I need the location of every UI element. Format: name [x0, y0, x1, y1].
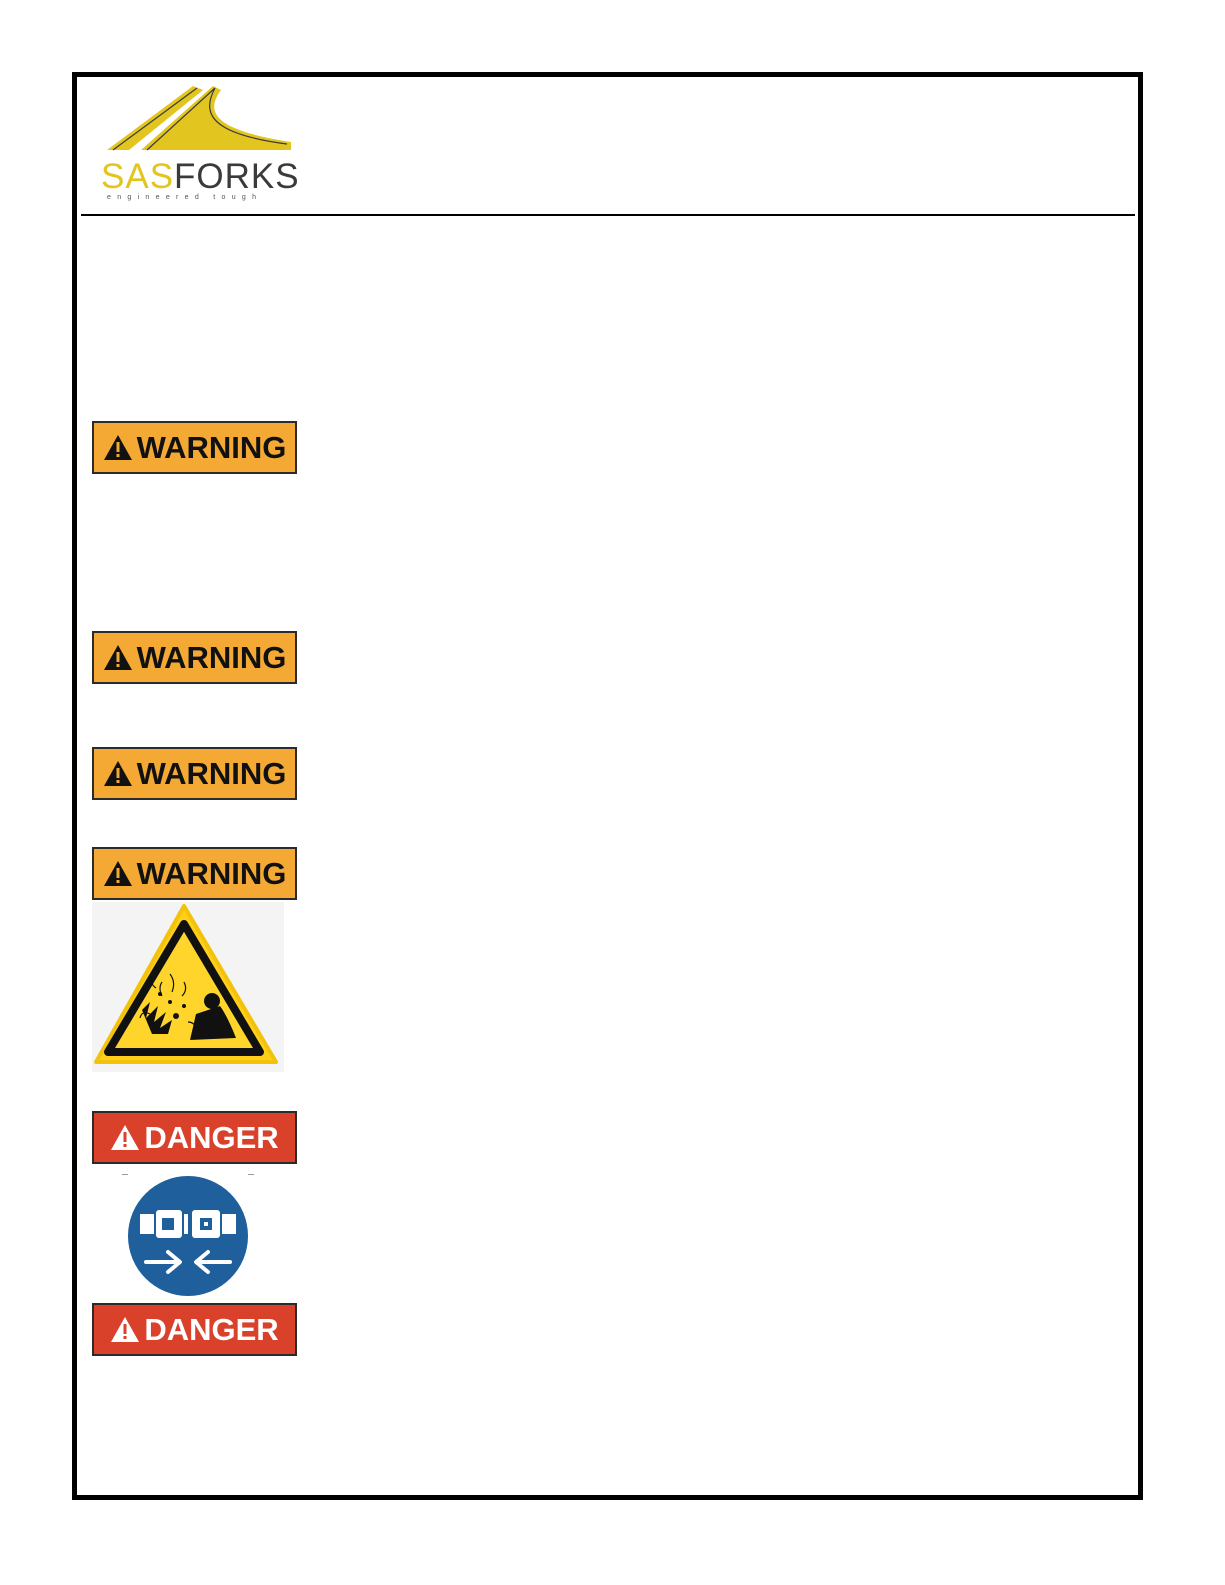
alert-triangle-icon [103, 644, 133, 671]
warning-label-2: WARNING [92, 631, 297, 684]
alert-triangle-icon [110, 1316, 140, 1343]
warning-label-3: WARNING [92, 747, 297, 800]
danger-label-1: DANGER [92, 1111, 297, 1164]
alert-triangle-icon [103, 434, 133, 461]
sasforks-logo [101, 82, 301, 207]
alert-triangle-icon [103, 760, 133, 787]
warning-label-4: WARNING [92, 847, 297, 900]
header-rule [81, 214, 1135, 216]
seatbelt-icon [116, 1168, 260, 1304]
alert-triangle-icon [103, 860, 133, 887]
alert-triangle-icon [110, 1124, 140, 1151]
logo-tagline: engineered tough [107, 194, 263, 201]
explosion-hazard-icon [92, 902, 284, 1072]
explosion-hazard-sign [92, 902, 284, 1072]
seatbelt-required-sign [116, 1168, 260, 1304]
logo-wordmark: SASFORKS [101, 157, 300, 196]
warning-label-1: WARNING [92, 421, 297, 474]
logo-blades-icon [101, 82, 301, 162]
danger-label-2: DANGER [92, 1303, 297, 1356]
